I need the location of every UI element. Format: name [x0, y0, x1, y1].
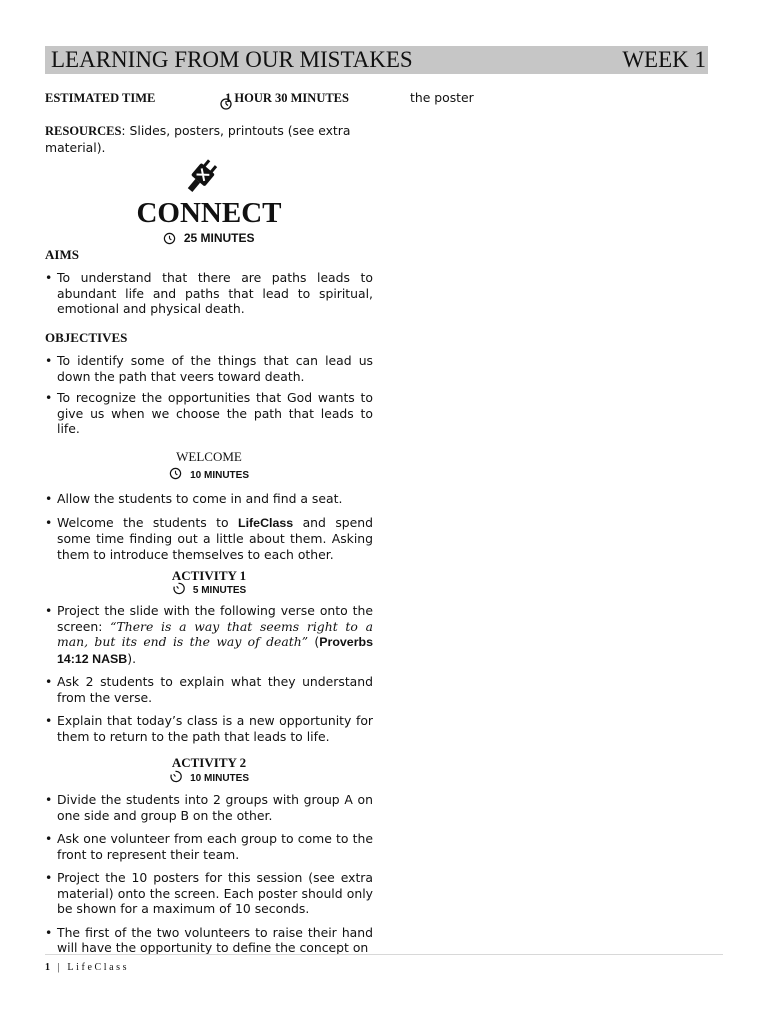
connect-time: [45, 231, 373, 246]
list-item: • Ask 2 students to explain what they understand from the verse.: [45, 674, 373, 705]
list-item: • Welcome the students to LifeClass and spend some time finding out a little about them. Asking them to introduce themselves to each other.: [45, 515, 373, 563]
activity2-time-label: 10 MINUTES: [190, 773, 249, 784]
stopwatch-icon: [172, 582, 185, 595]
page-footer: [45, 962, 129, 973]
connect-title: CONNECT: [136, 197, 282, 229]
resources-label: RESOURCES: [45, 124, 122, 138]
welcome-list: [45, 491, 373, 562]
document-title: LEARNING FROM OUR MISTAKES: [51, 47, 413, 72]
objectives-heading: OBJECTIVES: [45, 330, 128, 345]
clock-icon: [169, 467, 182, 480]
list-item: • Allow the students to come in and find a seat.: [45, 491, 373, 507]
list-item: • To recognize the opportunities that God wants to give us when we choose the path that leads to life.: [45, 390, 373, 437]
stopwatch-icon: [169, 770, 182, 783]
page-number: 1: [45, 962, 53, 973]
header-bar: [45, 46, 708, 74]
list-item: • Project the slide with the following verse onto the screen: “There is a way that seems right to a man, but its end is the way of death” (Proverbs 14:12 NASB).: [45, 603, 373, 667]
activity2-list: [45, 792, 373, 956]
objectives-list: [45, 353, 373, 437]
activity1-heading: ACTIVITY 1: [171, 568, 247, 583]
welcome-time-label: 10 MINUTES: [190, 470, 249, 481]
list-item: • Project the 10 posters for this session (see extra material) onto the screen. Each poster should only be shown for a maximum of 10 seconds.: [45, 870, 373, 917]
list-item: • To understand that there are paths leads to abundant life and paths that lead to spiritual, emotional and physical death.: [45, 270, 373, 317]
activity1-list: [45, 603, 373, 744]
right-column-text: the poster: [410, 90, 474, 105]
footer-text: LifeClass: [67, 962, 130, 973]
list-item: • Explain that today’s class is a new opportunity for them to return to the path that leads to life.: [45, 713, 373, 744]
resources-text: : Slides, posters, printouts (see extra material).: [45, 123, 351, 155]
list-item: • Ask one volunteer from each group to come to the front to represent their team.: [45, 831, 373, 862]
aims-list: [45, 270, 373, 317]
connect-time-label: 25 MINUTES: [183, 231, 255, 245]
footer-separator: |: [52, 962, 68, 973]
aims-heading: AIMS: [45, 247, 79, 262]
resources-paragraph: [45, 123, 373, 155]
estimated-time-value: 1 HOUR 30 MINUTES: [225, 91, 349, 105]
list-item: • Divide the students into 2 groups with group A on one side and group B on the other.: [45, 792, 373, 823]
list-item: • To identify some of the things that can lead us down the path that veers toward death.: [45, 353, 373, 384]
activity1-time-label: 5 MINUTES: [192, 585, 247, 596]
clock-icon: [163, 232, 176, 245]
footer-divider: [45, 954, 723, 955]
welcome-heading: WELCOME: [176, 449, 242, 464]
activity1-time: [45, 581, 373, 598]
estimated-time-label: ESTIMATED TIME: [45, 91, 156, 105]
activity2-heading: ACTIVITY 2: [171, 755, 247, 770]
list-item: • The first of the two volunteers to raise their hand will have the opportunity to define the concept on: [45, 925, 373, 956]
welcome-time: [45, 466, 373, 483]
week-label: WEEK 1: [622, 47, 706, 72]
activity2-time: [45, 769, 373, 786]
